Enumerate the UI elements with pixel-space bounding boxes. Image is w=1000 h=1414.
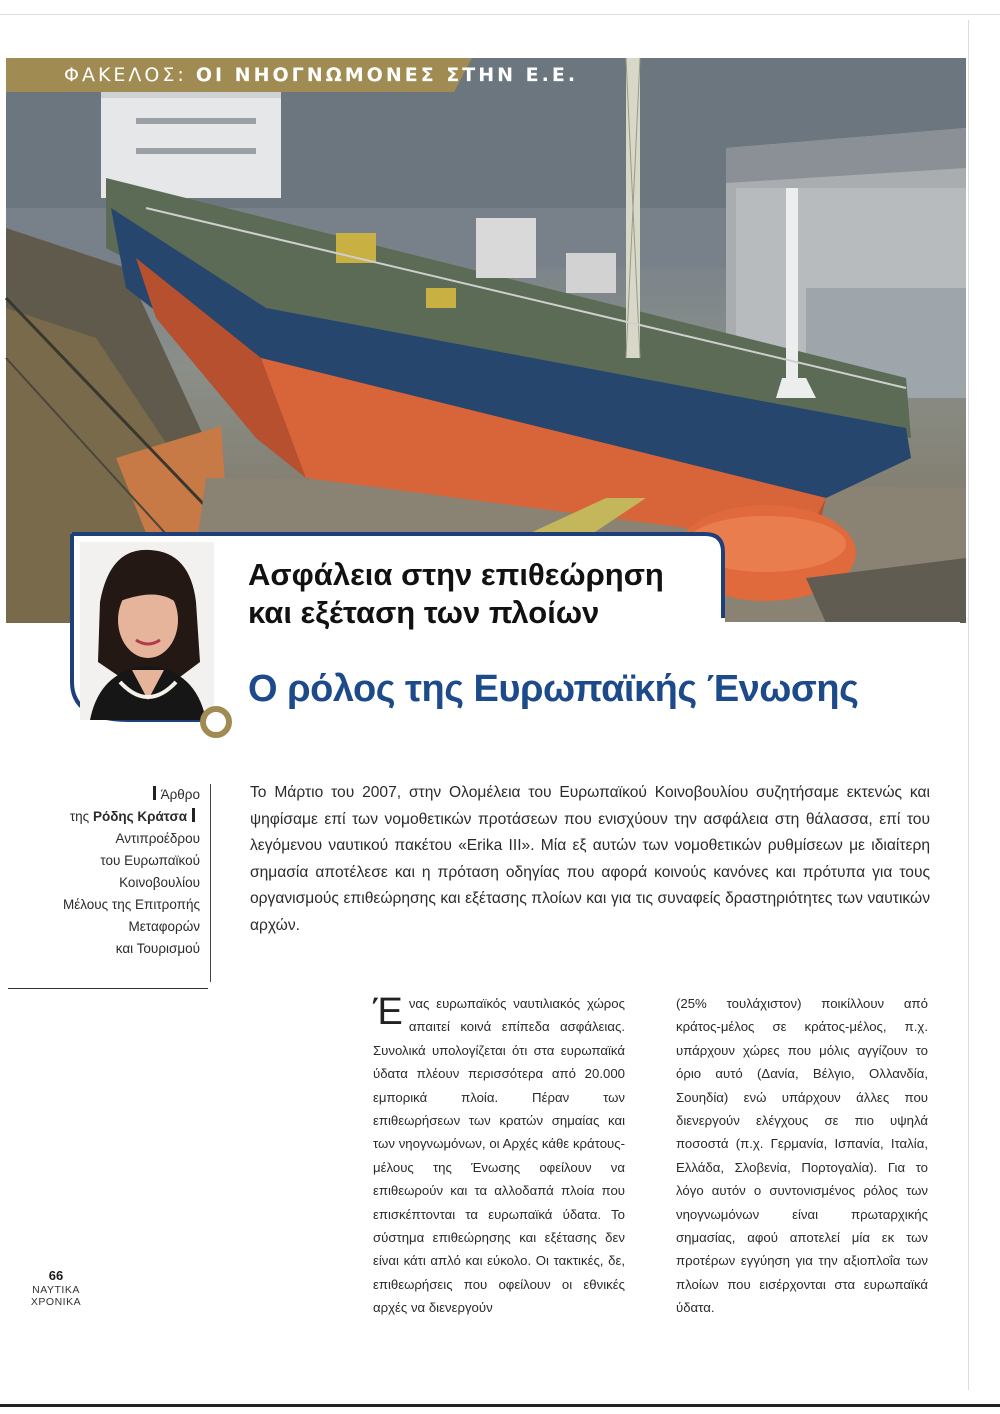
author-role-line: Κοινοβουλίου (119, 875, 200, 890)
author-portrait (80, 542, 214, 720)
magazine-name-line2: ΧΡΟΝΙΚΑ (30, 1296, 82, 1308)
article-subtitle: Ο ρόλος της Ευρωπαϊκής Ένωσης (248, 668, 859, 710)
page-edge-bottom (0, 1404, 1000, 1407)
ring-ornament-icon (199, 705, 233, 739)
body-column-2: (25% τουλάχιστον) ποικίλλουν από κράτος-μέλος σε κράτος-μέλος, π.χ. υπάρχουν χώρες που μόλις αγγίζουν το όριο αυτό (Δανία, Βέλγιο, Ολλανδία, Σουηδία) ενώ υπάρχουν άλλες που διενεργούν ελέγχους σε πιο υψηλά ποσοστά (π.χ. Γερμανία, Ισπανία, Ιταλία, Ελλάδα, Σλοβενία, Πορτογαλία). Για το λόγο αυτόν ο συντονισμένος ρόλος των νηογνωμόνων είναι πρωταρχικής σημασίας, αφού αποτελεί μία εκ των προτέρων εγγύηση για την αξιοπλοΐα των πλοίων που εισέρχονται στα ευρωπαϊκά ύδατα. (676, 996, 928, 1316)
article-title (248, 556, 664, 632)
page-edge-top (0, 14, 1000, 15)
magazine-name (30, 1284, 82, 1308)
body-column-1-text: νας ευρωπαϊκός ναυτιλιακός χώρος απαιτεί κοινά επίπεδα ασφάλειας. Συνολικά υπολογίζεται ότι στα ευρωπαϊκά ύδατα πλέουν περισσότερα από 20.000 εμπορικά πλοία. Πέραν των επιθεωρήσεων των κρατών σημαίας και των νηογνωμόνων, οι Αρχές κάθε κράτους-μέλους της Ένωσης οφείλουν να επιθεωρούν και τα αλλοδαπά πλοία που επισκέπτονται τα ευρωπαϊκά ύδατα. Το σύστημα επιθεώρησης και εξέτασης δεν είναι κάτι απλό και εύκολο. Οι τακτικές, δε, επιθεωρήσεις που οφείλουν οι εθνικές αρχές να διενεργούν (373, 996, 625, 1316)
author-role-line: Αντιπροέδρου (115, 831, 200, 846)
body-column-1 (373, 992, 625, 1320)
drop-cap: Έ (373, 991, 403, 1033)
author-role-line: Μεταφορών (128, 919, 200, 934)
section-label-prefix: ΦΑΚΕΛΟΣ: (64, 64, 187, 86)
page-number: 66 (48, 1268, 64, 1283)
section-label-topic: ΟΙ ΝΗΟΓΝΩΜΟΝΕΣ ΣΤΗΝ Ε.Ε. (195, 64, 579, 86)
author-divider (210, 784, 211, 982)
author-label: Άρθρο (160, 787, 200, 802)
article-title-line2: και εξέταση των πλοίων (248, 595, 600, 630)
author-prefix: της (69, 809, 90, 824)
magazine-name-line1: ΝΑΥΤΙΚΑ (32, 1284, 80, 1296)
section-banner (6, 58, 579, 92)
author-portrait-image (80, 542, 214, 720)
author-name: Ρόδης Κράτσα (92, 809, 187, 824)
bar-glyph (153, 786, 156, 800)
bar-glyph (192, 808, 195, 822)
author-role-line: Μέλους της Επιτροπής (62, 897, 200, 912)
author-bottom-rule (8, 988, 208, 989)
author-role-line: του Ευρωπαϊκού (100, 853, 200, 868)
author-box (44, 784, 200, 960)
section-label (64, 64, 578, 86)
article-title-line1: Ασφάλεια στην επιθεώρηση (248, 557, 664, 592)
author-role-line: και Τουρισμού (115, 941, 200, 956)
intro-paragraph: Το Μάρτιο του 2007, στην Ολομέλεια του Ευρωπαϊκού Κοινοβουλίου συζητήσαμε εκτενώς και ψηφίσαμε επί των νομοθετικών προτάσεων που ενισχύουν την ασφάλεια στη θάλασσα, επί του λεγόμενου ναυτικού πακέτου «Erika III». Μία εξ αυτών των νομοθετικών ρυθμίσεων με ιδιαίτερη σημασία αποτέλεσε και η πρόταση οδηγίας που αφορά κοινούς κανόνες και πρότυπα για τους οργανισμούς επιθεώρησης και εξέτασης πλοίων και για τις συναφείς δραστηριότητες των ναυτικών αρχών. (250, 784, 930, 934)
